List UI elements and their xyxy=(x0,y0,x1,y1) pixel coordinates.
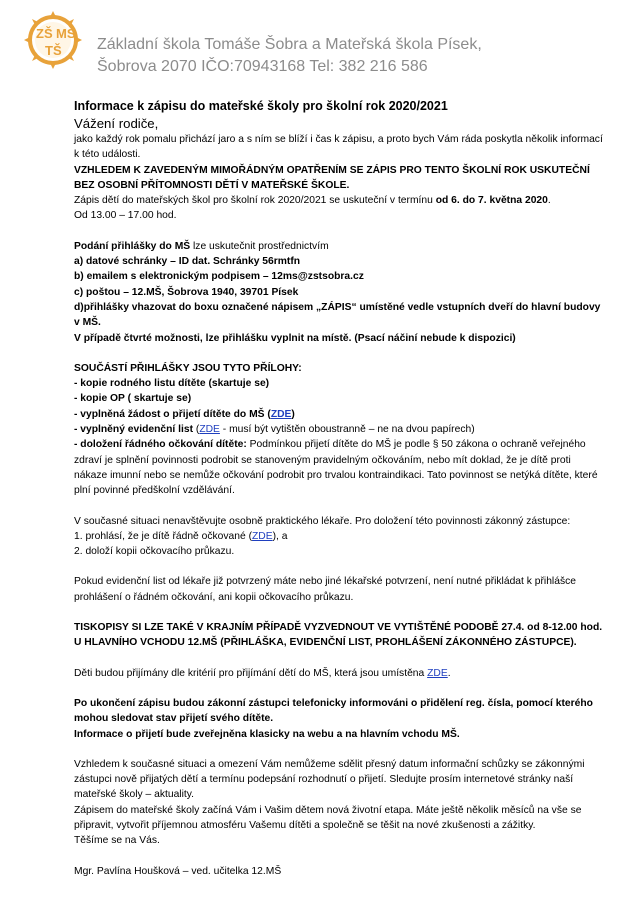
term-end: . xyxy=(547,195,551,207)
option-note: V případě čtvrté možnosti, lze přihlášku vyplnit na místě. (Psací náčiní nebude k dispozici) xyxy=(74,332,516,344)
attachment-vaccination-heading: - doložení řádného očkování dítěte: xyxy=(74,439,247,451)
attachment-evidence-list xyxy=(74,422,604,437)
attachment-vaccination xyxy=(74,437,604,498)
doctor-step-1 xyxy=(74,529,604,544)
attachment-application-text: - vyplněná žádost o přijetí dítěte do MŠ ( xyxy=(74,408,271,420)
option-email: b) emailem s elektronickým podpisem – 12ms@zstsobra.cz xyxy=(74,271,364,283)
attachment-vaccination-text: Podmínkou přijetí dítěte do MŠ je podle § 50 zákona o ochraně veřejného zdraví je splnění povinnosti podrobit se stanoveným pravidelným očkováním, nebo mít doklad, že je dítě proti nákaze imunní nebo se nemůže očkování podrobit pro trvalou kontraindikaci. Tato povinnost se netýká dítěte, které plní povinné předškolní vzdělávání. xyxy=(74,439,598,497)
submit-paragraph xyxy=(74,239,604,254)
attachment-evidence-text: - vyplněný evidenční list xyxy=(74,424,194,436)
attachment-birth-certificate: - kopie rodného listu dítěte (skartuje se) xyxy=(74,378,270,390)
school-address-line: Šobrova 2070 IČO:70943168 Tel: 382 216 586 xyxy=(97,58,428,75)
term-text: Zápis dětí do mateřských škol pro školní rok 2020/2021 se uskuteční v termínu xyxy=(74,195,436,207)
application-form-link[interactable]: ZDE xyxy=(270,408,292,420)
term-paragraph xyxy=(74,193,604,208)
evidence-paragraph: Pokud evidenční list od lékaře již potvrzený máte nebo jiné lékařské potvrzení, není nutné přikládat k přihlášce prohlášení o řádném očkování, ani kopii očkovacího průkazu. xyxy=(74,576,576,603)
submit-text: lze uskutečnit prostřednictvím xyxy=(190,240,329,252)
criteria-link[interactable]: ZDE xyxy=(427,667,448,679)
option-post: c) poštou – 12.MŠ, Šobrova 1940, 39701 Písek xyxy=(74,286,299,298)
attachment-id-copy: - kopie OP ( skartuje se) xyxy=(74,393,192,405)
signature: Mgr. Pavlína Houšková – ved. učitelka 12.MŠ xyxy=(74,865,282,877)
closing-greeting: Těšíme se na Vás. xyxy=(74,835,160,847)
evidence-list-link[interactable]: ZDE xyxy=(199,424,220,436)
document-body xyxy=(74,98,604,879)
term-date: od 6. do 7. května 2020 xyxy=(435,195,548,207)
intro-paragraph: jako každý rok pomalu přichází jaro a s ním se blíží i čas k zápisu, a proto bych Vám ráda poskytla několik informací k této události. xyxy=(74,134,603,161)
attachments-heading: SOUČÁSTÍ PŘIHLÁŠKY JSOU TYTO PŘÍLOHY: xyxy=(74,362,302,374)
doctor-paragraph: V současné situaci nenavštěvujte osobně praktického lékaře. Pro doložení této povinnosti zákonný zástupce: xyxy=(74,515,571,527)
attachment-application-close: ) xyxy=(291,408,295,420)
attachment-application xyxy=(74,407,604,422)
logo-letters-ts: TŠ xyxy=(45,43,62,58)
after-enrollment-info: Po ukončení zápisu budou zákonní zástupci telefonicky informováni o přidělení reg. čísla, pomocí kterého mohou sledovat stav přijetí svého dítěte. xyxy=(74,697,593,725)
term-hours: Od 13.00 – 17.00 hod. xyxy=(74,210,177,222)
document-title: Informace k zápisu do mateřské školy pro školní rok 2020/2021 xyxy=(74,99,448,113)
school-header xyxy=(97,34,482,78)
attachment-evidence-note: - musí být vytištěn oboustranně – ne na dvou papírech) xyxy=(219,424,475,436)
closing-paragraph-2: Zápisem do mateřské školy začíná Vám i Vašim dětem nová životní etapa. Máte ještě několik měsíců na vše se připravit, vytvořit příjemnou atmosféru Vašemu dítěti a společně se těšit na nové zkušenosti a zážitky. xyxy=(74,804,582,831)
print-forms-notice: TISKOPISY SI LZE TAKÉ V KRAJNÍM PŘÍPADĚ VYZVEDNOUT VE VYTIŠTĚNÉ PODOBĚ 27.4. od 8-12.00 hod. U HLAVNÍHO VCHODU 12.MŠ (PŘIHLÁŠKA, EVIDENČNÍ LIST, PROHLÁŠENÍ ZÁKONNÉHO ZÁSTUPCE). xyxy=(74,622,603,649)
school-logo xyxy=(16,8,90,72)
option-box: d)přihlášky vhazovat do boxu označené nápisem „ZÁPIS“ umístěné vedle vstupních dveří do hlavní budovy v MŠ. xyxy=(74,301,601,329)
attachment-evidence-open: ( xyxy=(193,424,200,436)
greeting: Vážení rodiče, xyxy=(74,116,159,131)
logo-letters-ms: MŠ xyxy=(56,26,76,41)
option-databox: a) datové schránky – ID dat. Schránky 56rmtfn xyxy=(74,256,301,268)
logo-letters-zs: ZŠ xyxy=(36,26,53,41)
criteria-text: Děti budou přijímány dle kritérií pro přijímání dětí do MŠ, která jsou umístěna xyxy=(74,667,428,679)
closing-paragraph-1: Vzhledem k současné situaci a omezení Vám nemůžeme sdělit přesný datum informační schůzky se zákonnými zástupci nově přijatých dětí a termínu podepsání rozhodnutí o přijetí. Sledujte prosím internetové stránky naší mateřské školy – aktuality. xyxy=(74,758,585,801)
doctor-step-2: 2. doloží kopii očkovacího průkazu. xyxy=(74,546,235,558)
doctor-step-1-end: ), a xyxy=(272,530,288,542)
doctor-step-1-text: 1. prohlásí, že je dítě řádně očkované ( xyxy=(74,530,253,542)
criteria-end: . xyxy=(447,667,451,679)
announcement: VZHLEDEM K ZAVEDENÝM MIMOŘÁDNÝM OPATŘENÍM SE ZÁPIS PRO TENTO ŠKOLNÍ ROK USKUTEČNÍ BEZ OSOBNÍ PŘÍTOMNOSTI DĚTÍ V MATEŘSKÉ ŠKOLE. xyxy=(74,164,590,191)
vaccination-declaration-link[interactable]: ZDE xyxy=(252,530,273,542)
admission-info: Informace o přijetí bude zveřejněna klasicky na webu a na hlavním vchodu MŠ. xyxy=(74,728,460,740)
submit-heading: Podání přihlášky do MŠ xyxy=(74,240,191,252)
school-name-line: Základní škola Tomáše Šobra a Mateřská škola Písek, xyxy=(97,36,482,53)
criteria-paragraph xyxy=(74,666,604,681)
